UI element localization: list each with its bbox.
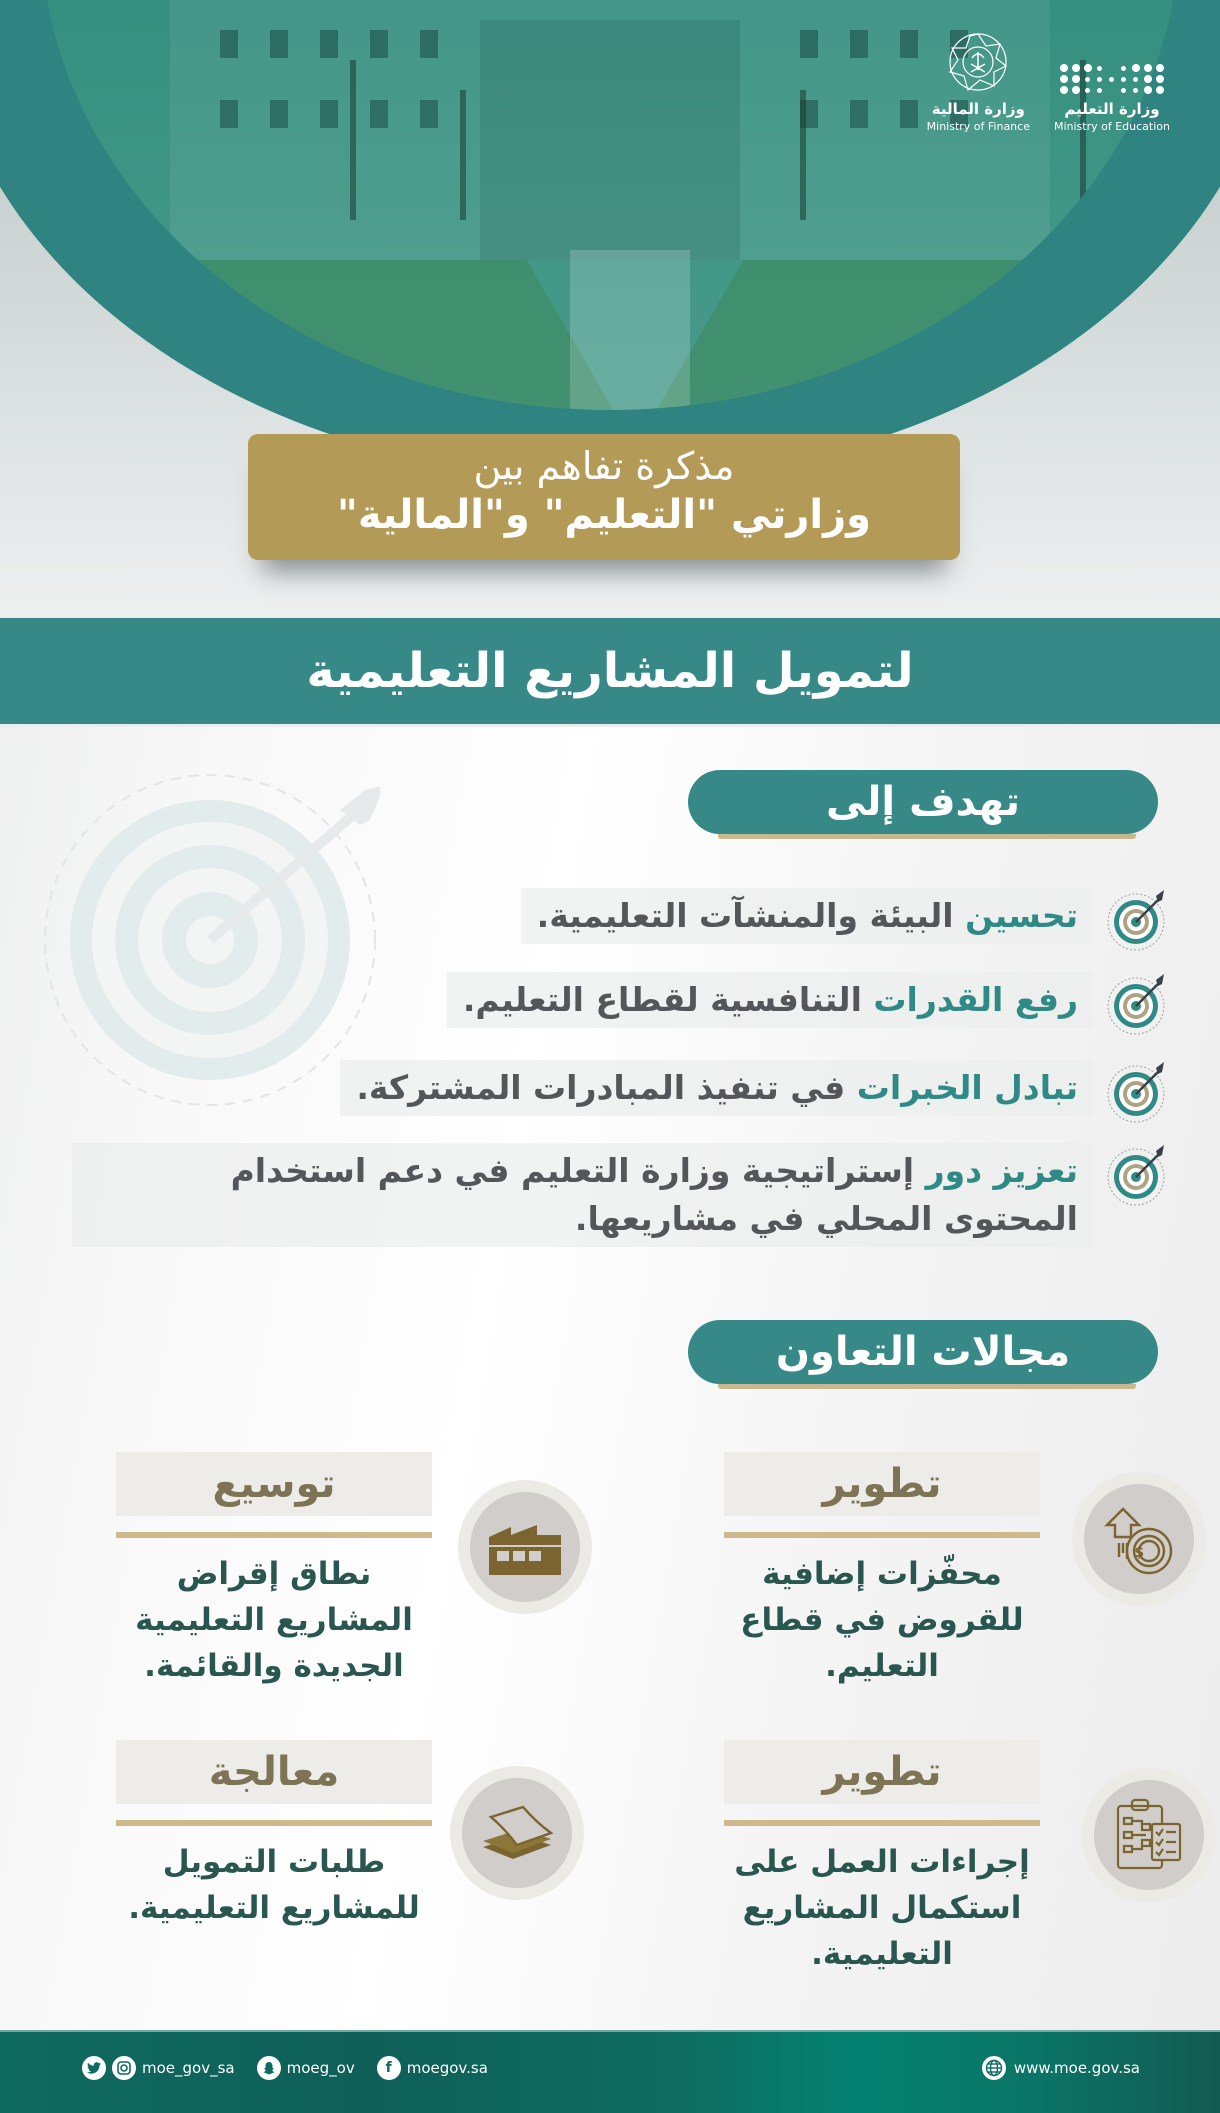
footer [0,2030,1220,2113]
banner-title: لتمويل المشاريع التعليمية [306,643,914,699]
factory-icon [487,1517,563,1577]
snapchat-link[interactable] [257,2056,355,2080]
background-target-icon [40,770,380,1110]
goals-heading-text: تهدف إلى [825,779,1021,825]
goal-text [521,888,1092,944]
moe-arabic-name: وزارة التعليم [1064,100,1160,118]
card-icon-badge [458,1480,592,1614]
card-description: نطاق إقراض المشاريع التعليمية الجديدة والقائمة. [135,1556,413,1684]
goal-keyword: تحسين [965,896,1078,935]
twitter-instagram-handle: moe_gov_sa [142,2059,235,2077]
goal-description: في تنفيذ المبادرات المشتركة. [356,1068,857,1107]
globe-icon [982,2056,1006,2080]
goal-item [340,1060,1170,1124]
snapchat-icon [257,2056,281,2080]
target-arrow-icon [1106,972,1170,1036]
card-divider [116,1532,432,1538]
svg-text:$: $ [1134,1545,1144,1561]
card-icon-badge [450,1766,584,1900]
mof-arabic-name: وزارة المالية [931,100,1025,118]
goals-heading [688,770,1158,834]
target-arrow-icon [1106,1143,1170,1207]
memo-subtitle: مذكرة تفاهم بين [473,444,735,488]
website-url: www.moe.gov.sa [1013,2059,1140,2077]
card-title: تطوير [724,1452,1040,1516]
cooperation-heading [688,1320,1158,1384]
card-title: تطوير [724,1740,1040,1804]
paper-stack-icon [477,1803,557,1863]
cooperation-card [0,1740,500,2000]
goal-description: إستراتيجية وزارة التعليم في دعم استخدام المحتوى المحلي في مشاريعها. [230,1151,1078,1238]
social-links [82,2056,504,2080]
clipboard-flowchart-icon [1114,1798,1184,1872]
target-arrow-icon [1106,1060,1170,1124]
ministry-logos [927,30,1170,133]
twitter-icon [82,2056,106,2080]
memo-title-box [248,434,960,560]
card-title: معالجة [116,1740,432,1804]
facebook-icon: f [377,2056,401,2080]
ministry-of-education-logo [1054,64,1170,133]
card-description: طلبات التمويل للمشاريع التعليمية. [128,1844,420,1926]
card-icon-badge [1072,1472,1206,1606]
target-arrow-icon [1106,888,1170,952]
cooperation-card [0,1452,500,1712]
goal-text [340,1060,1092,1116]
goal-keyword: تعزيز دور [925,1151,1078,1190]
website-link[interactable] [982,2056,1140,2080]
card-icon-badge [1082,1768,1216,1902]
card-divider [724,1820,1040,1826]
purpose-banner [0,615,1220,727]
goal-description: البيئة والمنشآت التعليمية. [536,896,966,935]
goal-item [72,1143,1170,1247]
card-description: محفّزات إضافية للقروض في قطاع التعليم. [740,1556,1024,1684]
card-divider [116,1820,432,1826]
card-description: إجراءات العمل على استكمال المشاريع التعليمية. [734,1844,1030,1972]
snapchat-handle: moeg_ov [286,2059,355,2077]
facebook-handle: moegov.sa [406,2059,488,2077]
cooperation-card [720,1740,1220,2000]
goal-text [72,1143,1092,1247]
goal-keyword: تبادل الخبرات [856,1068,1078,1107]
finance-emblem-icon [946,30,1010,94]
cooperation-card [720,1452,1220,1712]
cooperation-heading-text: مجالات التعاون [775,1329,1071,1375]
facebook-link[interactable] [377,2056,488,2080]
memo-title: وزارتي "التعليم" و"المالية" [336,492,872,538]
moe-english-name: Ministry of Education [1053,120,1170,133]
goal-description: التنافسية لقطاع التعليم. [462,980,874,1019]
card-title: توسيع [116,1452,432,1516]
twitter-instagram-link[interactable] [82,2056,235,2080]
mof-english-name: Ministry of Finance [926,120,1030,133]
ministry-of-finance-logo [927,30,1030,133]
moe-dots-icon [1060,64,1165,94]
growth-coin-icon [1099,1499,1179,1579]
instagram-icon [112,2056,136,2080]
goal-item [521,888,1170,952]
card-divider [724,1532,1040,1538]
goal-item [447,972,1170,1036]
goal-keyword: رفع القدرات [873,980,1078,1019]
goal-text [447,972,1092,1028]
